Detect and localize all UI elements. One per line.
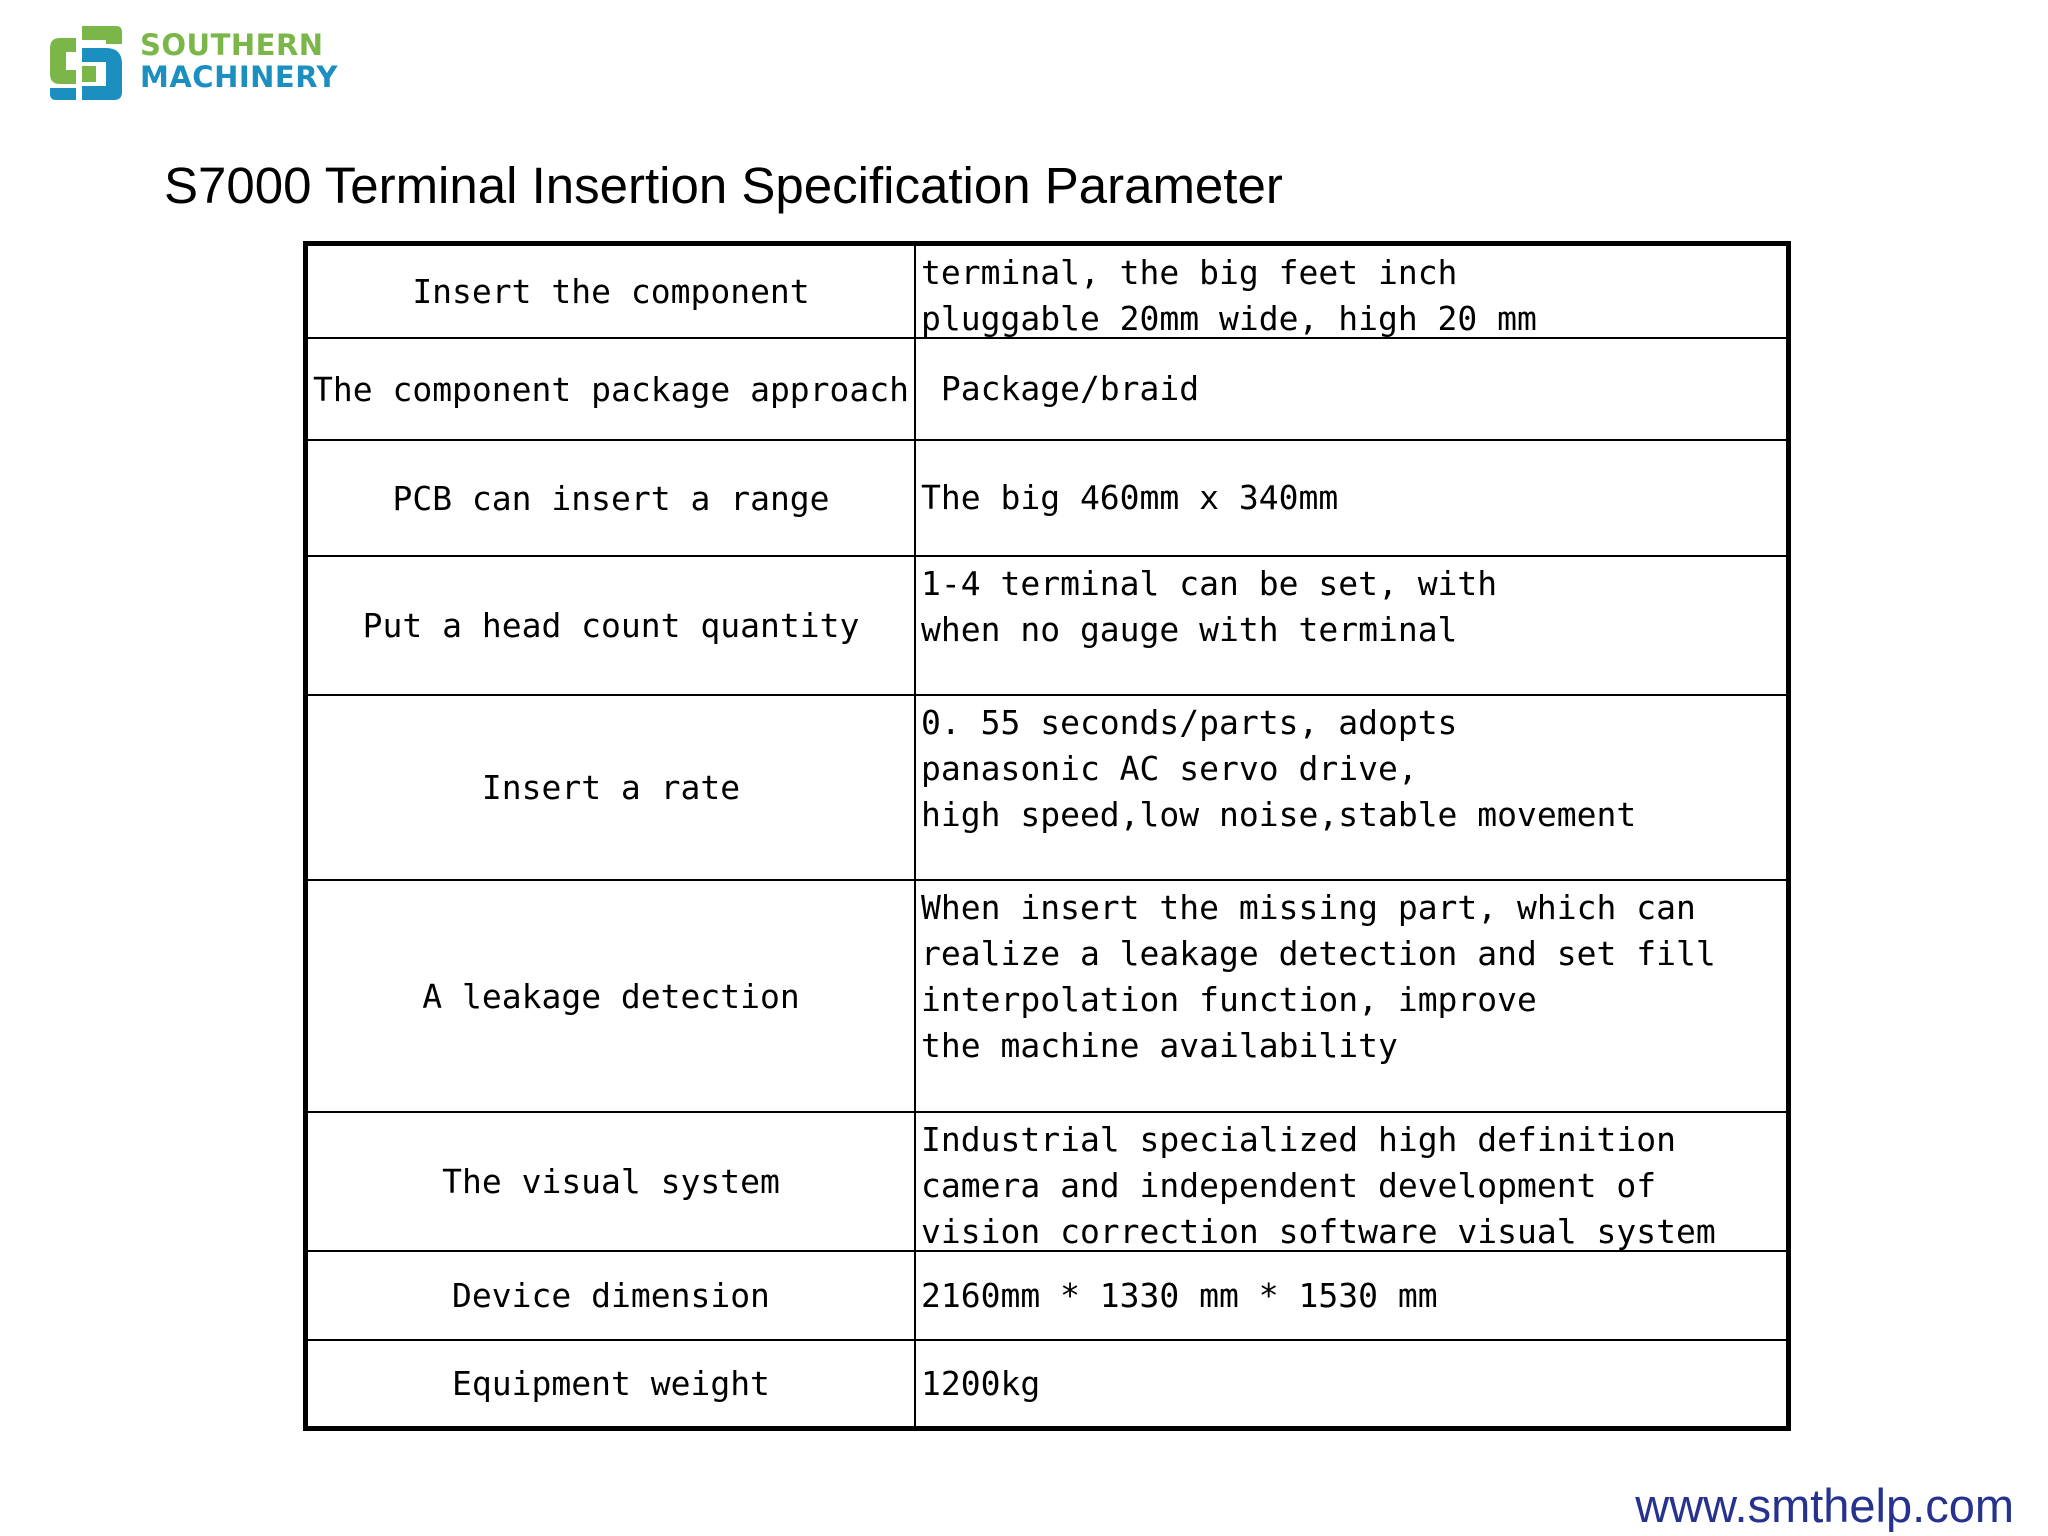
param-cell: Put a head count quantity: [308, 557, 916, 694]
value-cell: [916, 339, 1786, 439]
value-line: 0. 55 seconds/parts, adopts: [921, 703, 1458, 742]
value-cell: [916, 441, 1786, 555]
table-row: [308, 339, 1786, 441]
table-row: [308, 1252, 1786, 1341]
table-row: [308, 881, 1786, 1113]
value-line: When insert the missing part, which can: [921, 888, 1696, 927]
value-line: camera and independent development of: [921, 1166, 1657, 1205]
value-line: Industrial specialized high definition: [921, 1120, 1676, 1159]
value-line: when no gauge with terminal: [921, 610, 1458, 649]
param-cell: The component package approach: [308, 339, 916, 439]
value-line: the machine availability: [921, 1026, 1398, 1065]
value-line: 1-4 terminal can be set, with: [921, 564, 1498, 603]
value-cell: [916, 246, 1786, 337]
param-cell: Equipment weight: [308, 1341, 916, 1426]
value-line: terminal, the big feet inch: [921, 253, 1458, 292]
table-row: [308, 441, 1786, 557]
value-line: pluggable 20mm wide, high 20 mm: [921, 299, 1537, 338]
value-line: high speed,low noise,stable movement: [921, 795, 1637, 834]
param-cell: A leakage detection: [308, 881, 916, 1111]
value-cell: [916, 557, 1786, 694]
table-row: [308, 1341, 1786, 1426]
param-cell: The visual system: [308, 1113, 916, 1250]
table-row: [308, 246, 1786, 339]
param-cell: Insert the component: [308, 246, 916, 337]
page-title: S7000 Terminal Insertion Specification Parameter: [164, 157, 1283, 214]
value-cell: [916, 696, 1786, 879]
table-row: [308, 1113, 1786, 1252]
param-cell: PCB can insert a range: [308, 441, 916, 555]
value-cell: [916, 1341, 1786, 1426]
value-line: 1200kg: [921, 1363, 1041, 1403]
table-row: [308, 557, 1786, 696]
value-cell: [916, 1252, 1786, 1339]
value-line: Package/braid: [921, 369, 1200, 408]
logo-mark-icon: [46, 22, 128, 104]
value-cell: [916, 1113, 1786, 1250]
param-cell: Insert a rate: [308, 696, 916, 879]
logo-text-southern: SOUTHERN: [140, 28, 324, 62]
value-line: vision correction software visual system: [921, 1212, 1716, 1251]
value-cell: [916, 881, 1786, 1111]
table-row: [308, 696, 1786, 881]
param-cell: Device dimension: [308, 1252, 916, 1339]
website-url[interactable]: www.smthelp.com: [1635, 1479, 2014, 1532]
logo-wordmark: [140, 29, 338, 93]
value-line: interpolation function, improve: [921, 980, 1537, 1019]
value-line: The big 460mm x 340mm: [921, 478, 1339, 517]
value-line: panasonic AC servo drive,: [921, 749, 1418, 788]
value-line: 2160mm * 1330 mm * 1530 mm: [921, 1275, 1438, 1315]
value-line: realize a leakage detection and set fill: [921, 934, 1716, 973]
spec-table: [303, 241, 1791, 1431]
company-logo: [46, 22, 346, 104]
logo-text-machinery: MACHINERY: [140, 60, 338, 94]
